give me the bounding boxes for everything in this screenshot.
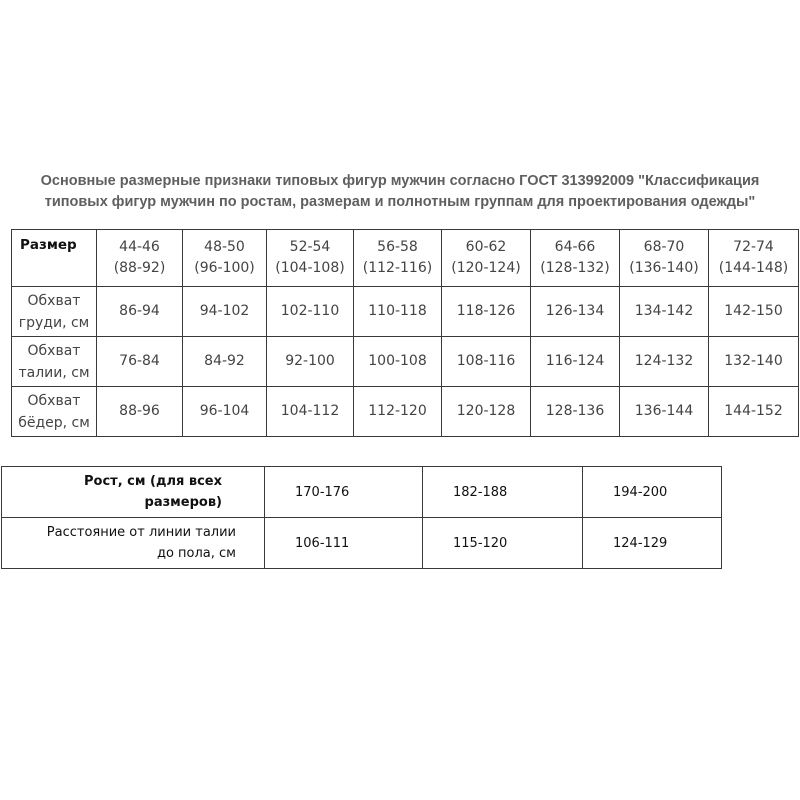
table-cell: 134-142 [620,287,709,337]
table-row-chest [12,287,799,337]
table-cell: 96-104 [183,387,267,437]
table-cell: 110-118 [354,287,442,337]
table-cell: 94-102 [183,287,267,337]
size-header-cell: 52-54 (104-108) [267,230,354,287]
size-table [11,229,799,437]
table-cell: 128-136 [531,387,620,437]
table-row-waist [12,337,799,387]
table-cell: 102-110 [267,287,354,337]
table-cell: 86-94 [97,287,183,337]
size-header-cell: 48-50 (96-100) [183,230,267,287]
table-cell: 88-96 [97,387,183,437]
height-table [1,466,722,569]
table-row-height [2,467,722,518]
table-cell: 84-92 [183,337,267,387]
row-label-waist: Обхват талии, см [12,337,97,387]
size-header-cell: 60-62 (120-124) [442,230,531,287]
table-cell: 100-108 [354,337,442,387]
size-header-cell: 72-74 (144-148) [709,230,799,287]
size-header-row [12,230,799,287]
row-label-hips: Обхват бёдер, см [12,387,97,437]
row-label-chest: Обхват груди, см [12,287,97,337]
table-cell: 76-84 [97,337,183,387]
table-cell: 194-200 [583,467,722,518]
title-line-1: Основные размерные признаки типовых фигур мужчин согласно ГОСТ 313992009 "Классификация [40,173,760,189]
table-row-hips [12,387,799,437]
table-cell: 108-116 [442,337,531,387]
table-cell: 142-150 [709,287,799,337]
table-cell: 106-111 [265,518,423,569]
table-cell: 126-134 [531,287,620,337]
table-cell: 124-129 [583,518,722,569]
table-cell: 115-120 [423,518,583,569]
row-label-height: Рост, см (для всех размеров) [2,467,265,518]
table-cell: 132-140 [709,337,799,387]
table-cell: 120-128 [442,387,531,437]
table-cell: 136-144 [620,387,709,437]
table-cell: 124-132 [620,337,709,387]
table-cell: 182-188 [423,467,583,518]
row-label-waist-to-floor: Расстояние от линии талии до пола, см [2,518,265,569]
table-cell: 92-100 [267,337,354,387]
page-title [0,171,800,213]
size-header-cell: 68-70 (136-140) [620,230,709,287]
title-line-2: типовых фигур мужчин по ростам, размерам и полнотным группам для проектирования одежды" [44,194,756,210]
table-cell: 170-176 [265,467,423,518]
table-cell: 118-126 [442,287,531,337]
table-row-waist-to-floor [2,518,722,569]
size-header-label: Размер [12,230,97,287]
size-header-cell: 44-46 (88-92) [97,230,183,287]
table-cell: 112-120 [354,387,442,437]
size-header-cell: 56-58 (112-116) [354,230,442,287]
size-header-cell: 64-66 (128-132) [531,230,620,287]
table-cell: 144-152 [709,387,799,437]
table-cell: 104-112 [267,387,354,437]
table-cell: 116-124 [531,337,620,387]
